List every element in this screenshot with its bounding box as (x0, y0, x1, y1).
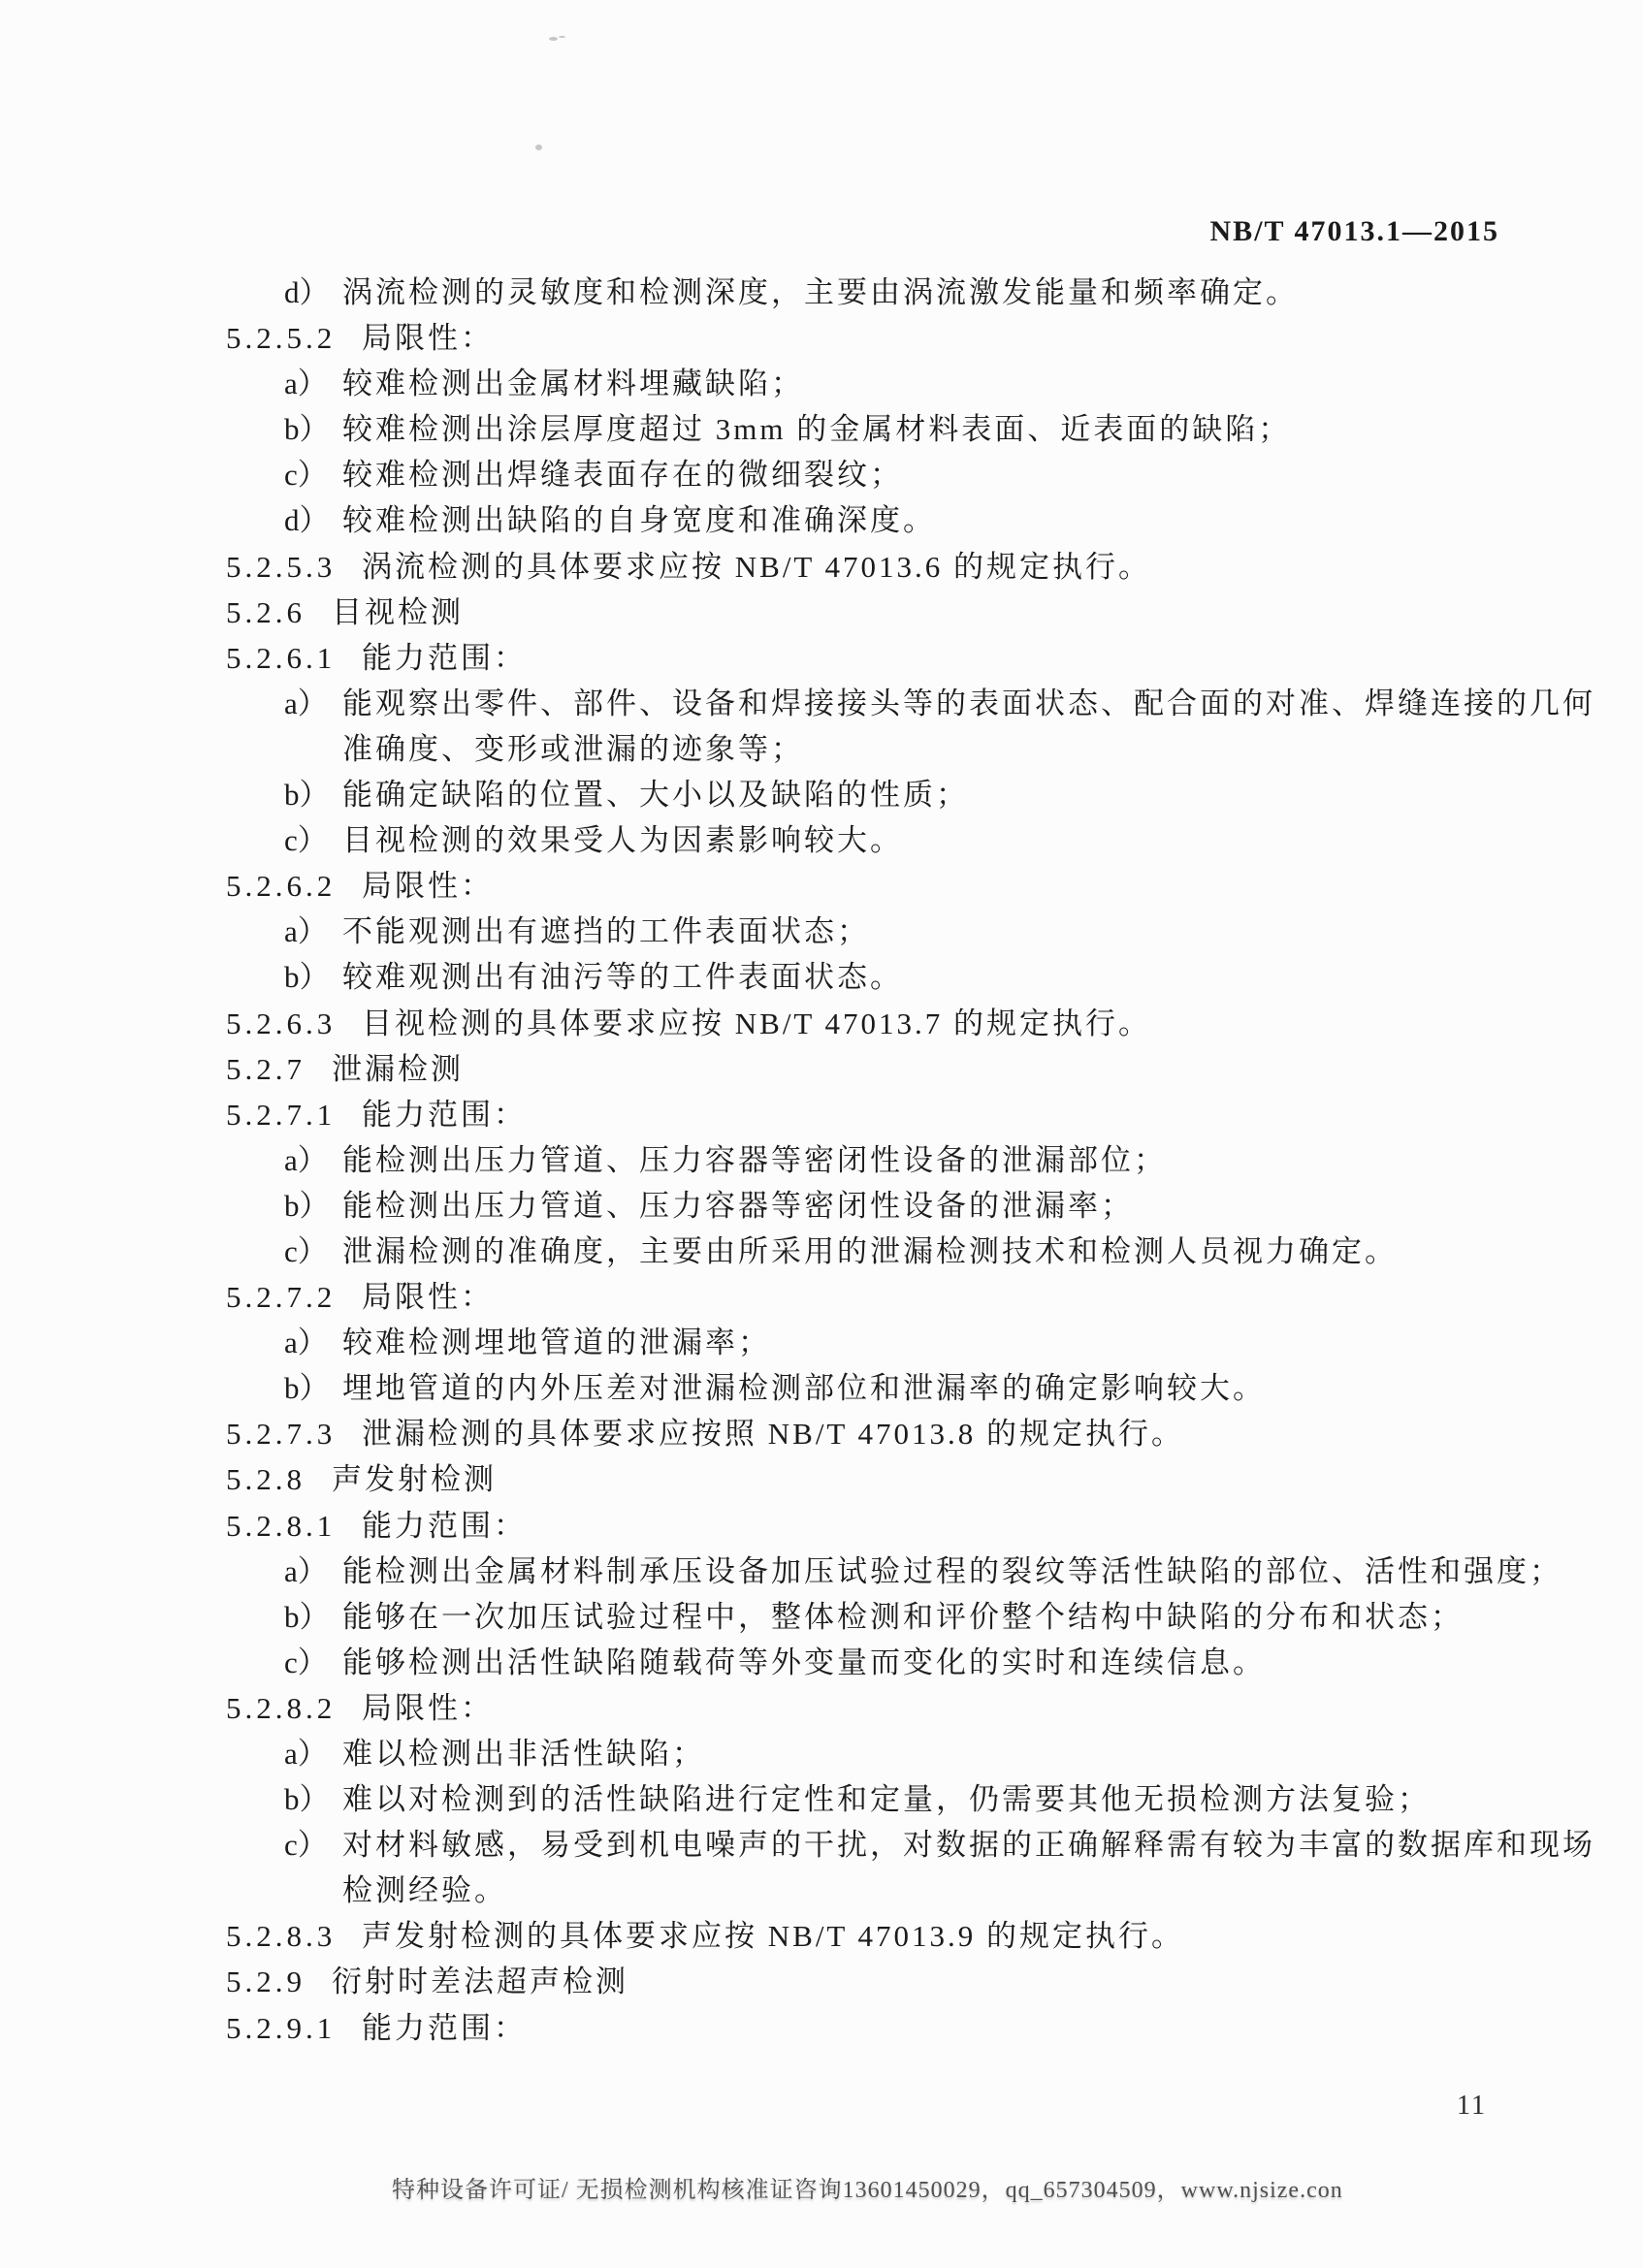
item-marker: a） (284, 367, 328, 401)
section-number: 5.2.6.1 (226, 640, 337, 675)
item-marker: a） (284, 1737, 328, 1771)
list-item-line (0, 817, 1642, 863)
item-text: 较难检测埋地管道的泄漏率； (342, 1326, 771, 1360)
item-text: 不能观测出有遮挡的工件表面状态； (342, 914, 870, 949)
section-line (0, 1913, 1642, 1959)
section-text: 目视检测的具体要求应按 NB/T 47013.7 的规定执行。 (362, 1006, 1152, 1040)
section-number: 5.2.8.1 (226, 1508, 337, 1543)
section-title: 局限性： (362, 1690, 494, 1725)
section-number: 5.2.7.1 (226, 1097, 337, 1132)
section-number: 5.2.5.3 (226, 549, 337, 584)
section-number: 5.2.9 (226, 1965, 306, 1999)
item-text: 难以检测出非活性缺陷； (342, 1737, 705, 1771)
list-item-line (0, 1320, 1642, 1365)
section-line (0, 590, 1642, 635)
list-item-line (0, 772, 1642, 817)
continuation-line (0, 726, 1642, 772)
section-number: 5.2.9.1 (226, 2010, 337, 2045)
scan-artifact (549, 37, 558, 41)
item-marker: a） (284, 686, 328, 720)
list-item-line (0, 1731, 1642, 1776)
footer-note: 特种设备许可证/ 无损检测机构核准证咨询13601450029，qq_657304509，www.njsize.con (392, 2178, 1343, 2203)
list-item-line (0, 1594, 1642, 1640)
section-number: 5.2.6 (226, 594, 306, 629)
section-title: 衍射时差法超声检测 (332, 1965, 628, 1999)
header-standard-number: NB/T 47013.1—2015 (1209, 215, 1499, 247)
item-marker: c） (284, 1233, 328, 1268)
item-text: 埋地管道的内外压差对泄漏检测部位和泄漏率的确定影响较大。 (342, 1371, 1266, 1406)
section-number: 5.2.7.3 (226, 1417, 337, 1452)
item-text: 较难检测出缺陷的自身宽度和准确深度。 (342, 503, 936, 538)
item-marker: b） (284, 778, 330, 813)
section-number: 5.2.6.3 (226, 1006, 337, 1040)
section-number: 5.2.8 (226, 1462, 306, 1497)
section-line (0, 1959, 1642, 2004)
page-number: 11 (1457, 2091, 1487, 2121)
list-item-line (0, 1549, 1642, 1594)
item-marker: b） (284, 960, 330, 995)
section-title: 能力范围： (362, 2010, 527, 2045)
section-number: 5.2.8.3 (226, 1919, 337, 1954)
item-text: 较难观测出有油污等的工件表面状态。 (342, 960, 903, 995)
section-line (0, 1411, 1642, 1456)
item-marker: b） (284, 412, 330, 447)
item-marker: c） (284, 458, 328, 493)
item-marker: a） (284, 914, 328, 949)
section-number: 5.2.5.2 (226, 321, 337, 356)
section-number: 5.2.6.2 (226, 869, 337, 904)
section-line (0, 1046, 1642, 1092)
list-item-line (0, 1776, 1642, 1822)
section-line (0, 1456, 1642, 1502)
item-marker: b） (284, 1188, 330, 1223)
item-text: 能检测出金属材料制承压设备加压试验过程的裂纹等活性缺陷的部位、活性和强度； (342, 1553, 1562, 1588)
item-marker: c） (284, 823, 328, 858)
item-text: 能观察出零件、部件、设备和焊接接头等的表面状态、配合面的对准、焊缝连接的几何 (342, 686, 1595, 720)
section-number: 5.2.7 (226, 1051, 306, 1086)
list-item-line (0, 270, 1642, 315)
item-text: 较难检测出焊缝表面存在的微细裂纹； (342, 458, 903, 493)
item-marker: d） (284, 275, 330, 309)
list-item-line (0, 497, 1642, 543)
list-item-line (0, 1183, 1642, 1229)
section-number: 5.2.7.2 (226, 1280, 337, 1315)
section-text: 泄漏检测的具体要求应按照 NB/T 47013.8 的规定执行。 (362, 1417, 1185, 1452)
item-marker: c） (284, 1645, 328, 1679)
list-item-line (0, 1640, 1642, 1685)
continuation-line (0, 1868, 1642, 1913)
section-title: 能力范围： (362, 640, 527, 675)
section-line (0, 315, 1642, 361)
section-title: 能力范围： (362, 1508, 527, 1543)
list-item-line (0, 1229, 1642, 1274)
section-title: 局限性： (362, 1280, 494, 1315)
item-text: 能确定缺陷的位置、大小以及缺陷的性质； (342, 778, 969, 813)
item-marker: a） (284, 1326, 328, 1360)
section-line (0, 863, 1642, 909)
section-line (0, 635, 1642, 681)
item-marker: a） (284, 1553, 328, 1588)
continuation-text: 检测经验。 (342, 1873, 507, 1908)
section-title: 局限性： (362, 869, 494, 904)
section-line (0, 1092, 1642, 1137)
item-text: 较难检测出涂层厚度超过 3mm 的金属材料表面、近表面的缺陷； (342, 412, 1292, 447)
section-line (0, 1001, 1642, 1046)
list-item-line (0, 452, 1642, 497)
item-text: 涡流检测的灵敏度和检测深度，主要由涡流激发能量和频率确定。 (342, 275, 1299, 309)
section-number: 5.2.8.2 (226, 1690, 337, 1725)
section-text: 涡流检测的具体要求应按 NB/T 47013.6 的规定执行。 (362, 549, 1152, 584)
item-text: 泄漏检测的准确度，主要由所采用的泄漏检测技术和检测人员视力确定。 (342, 1233, 1398, 1268)
item-text: 能够检测出活性缺陷随载荷等外变量而变化的实时和连续信息。 (342, 1645, 1266, 1679)
section-title: 声发射检测 (332, 1462, 497, 1497)
list-item-line (0, 681, 1642, 726)
item-text: 目视检测的效果受人为因素影响较大。 (342, 823, 903, 858)
continuation-text: 准确度、变形或泄漏的迹象等； (342, 731, 804, 766)
item-marker: d） (284, 503, 330, 538)
item-marker: a） (284, 1142, 328, 1177)
list-item-line (0, 1365, 1642, 1411)
section-title: 目视检测 (332, 594, 464, 629)
section-line (0, 1685, 1642, 1731)
section-line (0, 1503, 1642, 1549)
list-item-line (0, 954, 1642, 1000)
section-title: 泄漏检测 (332, 1051, 464, 1086)
document-body (0, 270, 1642, 2051)
item-marker: b） (284, 1599, 330, 1634)
section-line (0, 2005, 1642, 2051)
item-text: 难以对检测到的活性缺陷进行定性和定量，仍需要其他无损检测方法复验； (342, 1782, 1431, 1817)
item-text: 较难检测出金属材料埋藏缺陷； (342, 367, 804, 401)
list-item-line (0, 1822, 1642, 1868)
section-line (0, 1274, 1642, 1320)
item-text: 对材料敏感，易受到机电噪声的干扰，对数据的正确解释需有较为丰富的数据库和现场 (342, 1828, 1595, 1863)
item-marker: b） (284, 1371, 330, 1406)
section-line (0, 544, 1642, 590)
section-text: 声发射检测的具体要求应按 NB/T 47013.9 的规定执行。 (362, 1919, 1185, 1954)
list-item-line (0, 361, 1642, 406)
item-marker: b） (284, 1782, 330, 1817)
section-title: 能力范围： (362, 1097, 527, 1132)
item-marker: c） (284, 1828, 328, 1863)
section-title: 局限性： (362, 321, 494, 356)
item-text: 能够在一次加压试验过程中，整体检测和评价整个结构中缺陷的分布和状态； (342, 1599, 1464, 1634)
list-item-line (0, 406, 1642, 452)
list-item-line (0, 1137, 1642, 1183)
item-text: 能检测出压力管道、压力容器等密闭性设备的泄漏率； (342, 1188, 1134, 1223)
list-item-line (0, 909, 1642, 954)
scan-artifact (535, 144, 542, 150)
item-text: 能检测出压力管道、压力容器等密闭性设备的泄漏部位； (342, 1142, 1167, 1177)
